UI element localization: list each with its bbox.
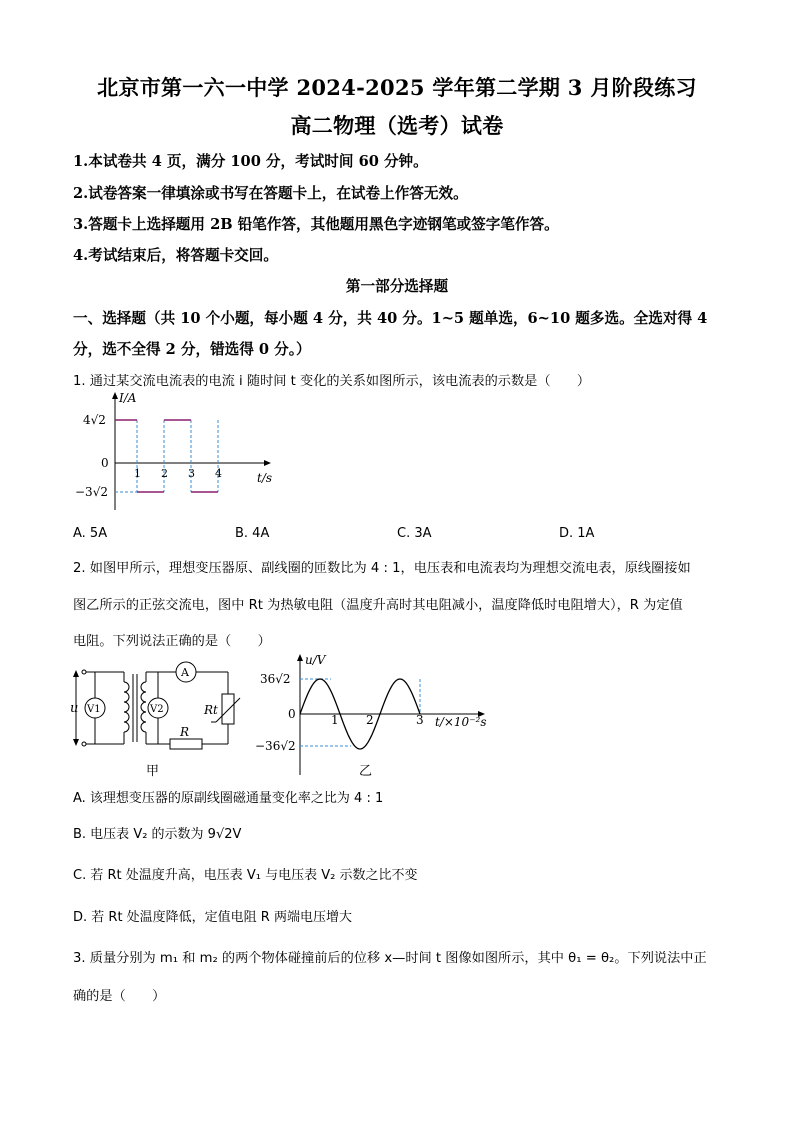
question-2-stem-line3: 电阻。下列说法正确的是（ ） (73, 634, 271, 649)
q2-x-axis-label: t/×10⁻²s (435, 715, 487, 729)
exam-subtitle: 高二物理（选考）试卷 (290, 113, 504, 138)
q2-x-tick-1: 1 (331, 713, 339, 727)
question-1-stem: 1. 通过某交流电流表的电流 i 随时间 t 变化的关系如图所示，该电流表的示数是（ ） (73, 374, 591, 389)
notice-4: 4.考试结束后，将答题卡交回。 (73, 247, 278, 264)
question-3-stem-line1: 3. 质量分别为 m₁ 和 m₂ 的两个物体碰撞前后的位移 x—时间 t 图像如图所示，其中 θ₁ = θ₂。下列说法中正 (73, 951, 707, 966)
q1-x-tick-3: 3 (188, 467, 195, 480)
q2-voltage-graph (255, 650, 495, 780)
q2-v1-label: V1 (87, 704, 101, 715)
q1-option-d: D. 1A (559, 526, 595, 541)
q2-ammeter-label: A (181, 666, 189, 679)
q2-option-a: A. 该理想变压器的原副线圈磁通量变化率之比为 4 : 1 (73, 791, 384, 806)
q2-x-tick-2: 2 (366, 713, 374, 727)
q2-option-d: D. 若 Rt 处温度降低，定值电阻 R 两端电压增大 (73, 910, 352, 925)
q1-x-axis-label: t/s (257, 471, 273, 485)
q1-current-graph (75, 390, 295, 520)
q1-x-tick-2: 2 (161, 467, 168, 480)
q2-option-b: B. 电压表 V₂ 的示数为 9√2V (73, 827, 242, 842)
q2-transformer-circuit (70, 660, 245, 785)
q1-x-tick-1: 1 (134, 467, 141, 480)
q2-y-axis-label: u/V (305, 653, 326, 667)
q1-option-b: B. 4A (235, 526, 270, 541)
q2-graph-caption: 乙 (359, 764, 373, 779)
q1-option-c: C. 3A (397, 526, 432, 541)
question-2-stem-line2: 图乙所示的正弦交流电，图中 Rt 为热敏电阻（温度升高时其电阻减小，温度降低时电阻增大），R 为定值 (73, 598, 683, 613)
q2-y-bottom-label: −36√2 (255, 739, 296, 753)
q1-y-axis-label: I/A (119, 391, 137, 405)
q2-option-c: C. 若 Rt 处温度升高，电压表 V₁ 与电压表 V₂ 示数之比不变 (73, 868, 418, 883)
q2-v2-label: V2 (150, 704, 164, 715)
q2-u-label: u (70, 701, 79, 716)
q1-y-bottom-label: −3√2 (75, 485, 108, 499)
q1-origin-label: 0 (101, 456, 109, 470)
q2-y-top-label: 36√2 (260, 672, 291, 686)
question-2-stem-line1: 2. 如图甲所示，理想变压器原、副线圈的匝数比为 4 : 1，电压表和电流表均为理想交流电表，原线圈接如 (73, 561, 691, 576)
question-3-stem-line2: 确的是（ ） (73, 989, 166, 1004)
notice-1: 1.本试卷共 4 页，满分 100 分，考试时间 60 分钟。 (73, 153, 428, 170)
notice-2: 2.试卷答案一律填涂或书写在答题卡上，在试卷上作答无效。 (73, 185, 468, 202)
q2-r-label: R (180, 725, 190, 739)
q2-x-tick-3: 3 (416, 713, 424, 727)
q2-origin-label: 0 (288, 707, 296, 721)
q2-circuit-caption: 甲 (146, 764, 160, 779)
section-heading-line2: 分，选不全得 2 分，错选得 0 分。） (73, 341, 311, 358)
notice-3: 3.答题卡上选择题用 2B 铅笔作答，其他题用黑色字迹钢笔或签字笔作答。 (73, 216, 559, 233)
q1-option-a: A. 5A (73, 526, 108, 541)
section-heading-line1: 一、选择题（共 10 个小题，每小题 4 分，共 40 分。1~5 题单选，6~10 题多选。全选对得 4 (73, 310, 708, 327)
q1-x-tick-4: 4 (215, 467, 222, 480)
q2-rt-label: Rt (204, 703, 218, 717)
part-title: 第一部分选择题 (345, 278, 449, 295)
exam-title: 北京市第一六一中学 2024-2025 学年第二学期 3 月阶段练习 (97, 75, 697, 100)
q1-y-top-label: 4√2 (83, 413, 106, 427)
